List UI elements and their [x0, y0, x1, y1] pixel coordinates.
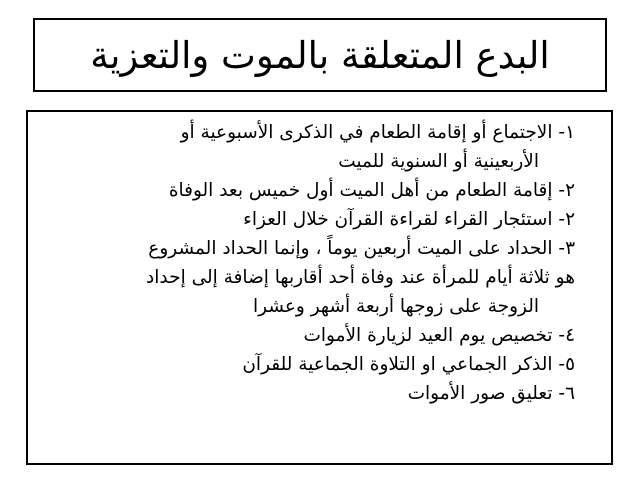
list-item — [40, 379, 575, 408]
list-item — [40, 205, 575, 234]
list-item-line: ٢- استئجار القراء لقراءة القرآن خلال العزاء — [243, 209, 575, 230]
list-item-line: ٦- تعليق صور الأموات — [407, 383, 575, 404]
list-item — [40, 118, 575, 176]
list-item-line: الزوجة على زوجها أربعة أشهر وعشرا — [253, 296, 539, 317]
list-item-line: ٥- الذكر الجماعي او التلاوة الجماعية للقرآن — [242, 354, 575, 375]
bid-ah-list — [40, 118, 575, 408]
list-item — [40, 350, 575, 379]
list-item-line: الأربعينية أو السنوية للميت — [338, 151, 539, 172]
list-item-line: ٣- الحداد على الميت أربعين يوماً ، وإنما الحداد المشروع — [148, 238, 575, 259]
title-box — [33, 18, 607, 92]
list-item-line: ١- الاجتماع أو إقامة الطعام في الذكرى الأسبوعية أو — [180, 122, 575, 143]
list-item-line: ٤- تخصيص يوم العيد لزيارة الأموات — [303, 325, 575, 346]
list-item — [40, 321, 575, 350]
list-item — [40, 234, 575, 321]
slide-title: البدع المتعلقة بالموت والتعزية — [90, 33, 550, 77]
list-item — [40, 176, 575, 205]
list-item-line: ٢- إقامة الطعام من أهل الميت أول خميس بعد الوفاة — [168, 180, 575, 201]
content-box — [26, 110, 613, 465]
list-item-line: هو ثلاثة أيام للمرأة عند وفاة أحد أقاربها إضافة إلى إحداد — [146, 267, 575, 288]
